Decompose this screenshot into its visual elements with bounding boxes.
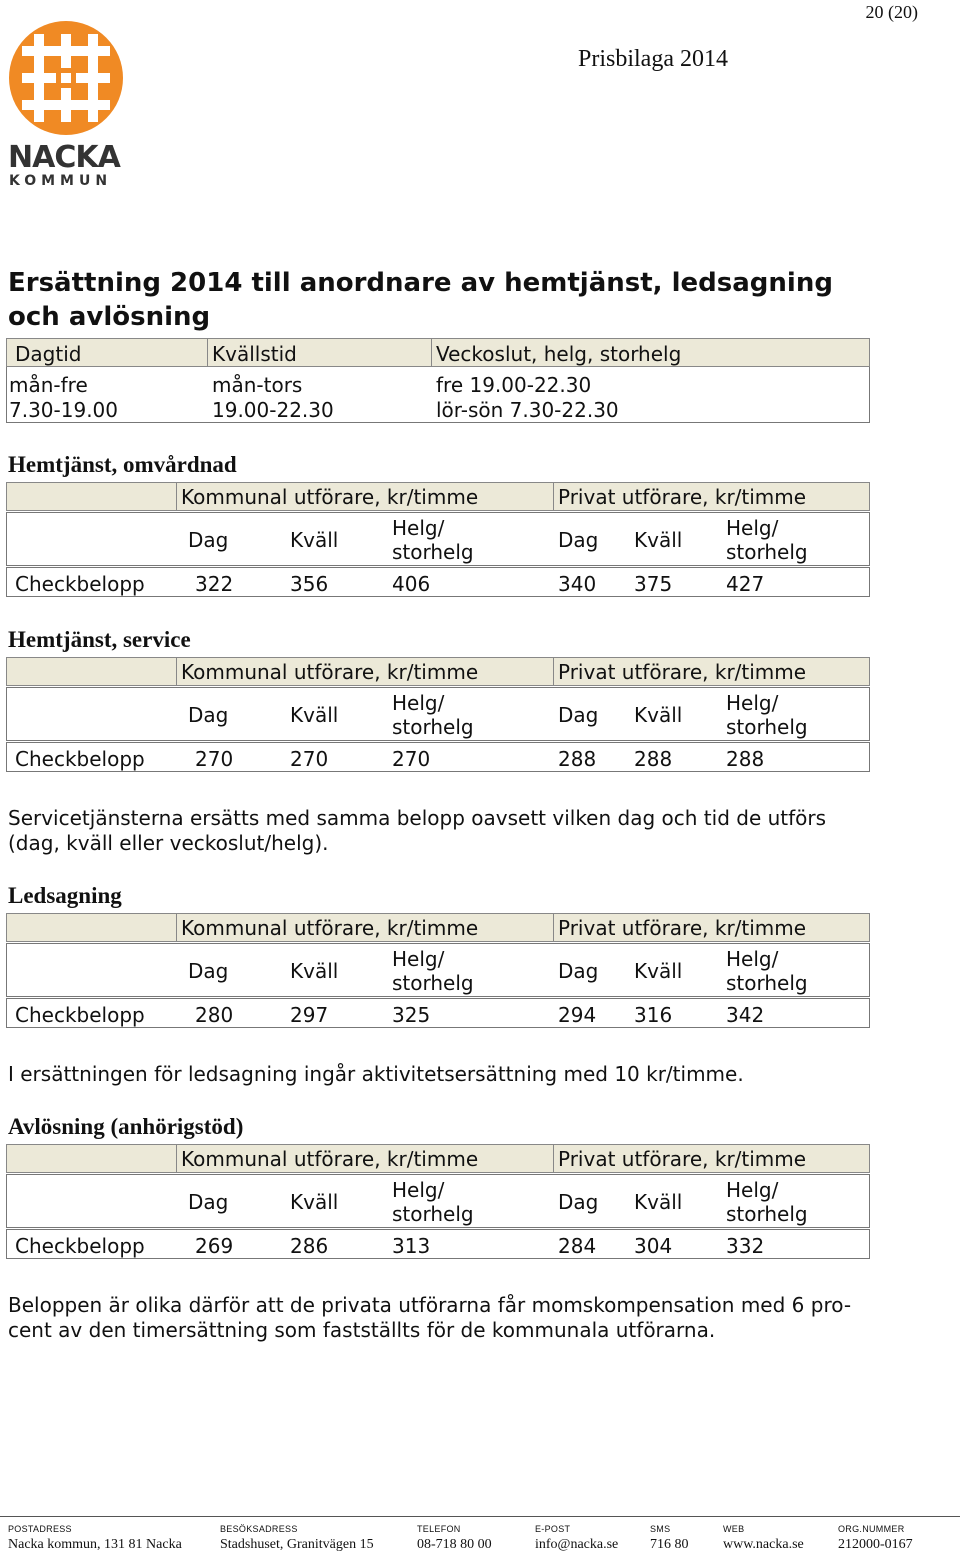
kommunal-header: Kommunal utförare, kr/timme bbox=[181, 485, 479, 509]
rate-value: 325 bbox=[392, 1003, 431, 1027]
rate-value: 270 bbox=[392, 747, 431, 771]
col-dag: Dag bbox=[188, 703, 229, 727]
section-title: Hemtjänst, service bbox=[8, 627, 191, 652]
col-helg: Helg/ bbox=[726, 516, 779, 540]
time-header-kvallstid: Kvällstid bbox=[212, 342, 297, 366]
col-helg: Helg/ bbox=[392, 1178, 445, 1202]
logo-text-kommun: KOMMUN bbox=[9, 173, 113, 189]
col-kvall: Kväll bbox=[290, 1190, 339, 1214]
rate-value: 297 bbox=[290, 1003, 329, 1027]
col-helg: Helg/ bbox=[726, 947, 779, 971]
time-cell: mån-fre bbox=[9, 373, 88, 397]
section-title: Hemtjänst, omvårdnad bbox=[8, 452, 237, 477]
time-cell: 19.00-22.30 bbox=[212, 398, 334, 422]
rate-value: 288 bbox=[634, 747, 673, 771]
col-kvall: Kväll bbox=[634, 703, 683, 727]
footer-label: BESÖKSADRESS bbox=[220, 1524, 298, 1534]
checkbelopp-label: Checkbelopp bbox=[15, 747, 145, 771]
footer-value: Nacka kommun, 131 81 Nacka bbox=[8, 1537, 182, 1552]
final-note-line: Beloppen är olika därför att de privata utförarna får momskompensation med 6 pro- bbox=[8, 1293, 852, 1317]
time-cell: fre 19.00-22.30 bbox=[436, 373, 592, 397]
col-storhelg: storhelg bbox=[392, 971, 474, 995]
checkbelopp-label: Checkbelopp bbox=[15, 1003, 145, 1027]
col-kvall: Kväll bbox=[290, 528, 339, 552]
col-storhelg: storhelg bbox=[726, 971, 808, 995]
section-title: Ledsagning bbox=[8, 883, 122, 908]
header-divider bbox=[553, 913, 554, 942]
rate-value: 270 bbox=[290, 747, 329, 771]
col-helg: Helg/ bbox=[392, 516, 445, 540]
rate-value: 270 bbox=[195, 747, 234, 771]
rate-value: 356 bbox=[290, 572, 329, 596]
col-storhelg: storhelg bbox=[726, 540, 808, 564]
rate-value: 288 bbox=[558, 747, 597, 771]
footer-value: info@nacka.se bbox=[535, 1537, 619, 1552]
service-note-line: (dag, kväll eller veckoslut/helg). bbox=[8, 831, 329, 855]
col-kvall: Kväll bbox=[634, 528, 683, 552]
header-divider bbox=[176, 1144, 177, 1173]
header-divider bbox=[176, 482, 177, 511]
rate-value: 340 bbox=[558, 572, 597, 596]
col-kvall: Kväll bbox=[634, 959, 683, 983]
header-divider bbox=[553, 657, 554, 686]
service-note bbox=[8, 806, 858, 856]
rate-value: 288 bbox=[726, 747, 765, 771]
kommunal-header: Kommunal utförare, kr/timme bbox=[181, 1147, 479, 1171]
document-label: Prisbilaga 2014 bbox=[578, 46, 728, 72]
col-dag: Dag bbox=[558, 528, 599, 552]
rate-value: 294 bbox=[558, 1003, 597, 1027]
col-helg: Helg/ bbox=[726, 691, 779, 715]
footer-value: 08-718 80 00 bbox=[417, 1537, 492, 1552]
rate-value: 427 bbox=[726, 572, 765, 596]
kommunal-header: Kommunal utförare, kr/timme bbox=[181, 916, 479, 940]
col-storhelg: storhelg bbox=[392, 715, 474, 739]
col-kvall: Kväll bbox=[290, 959, 339, 983]
service-note-line: Servicetjänsterna ersätts med samma belopp oavsett vilken dag och tid de utförs bbox=[8, 806, 827, 830]
col-dag: Dag bbox=[188, 528, 229, 552]
time-header-dagtid: Dagtid bbox=[15, 342, 82, 366]
footer-label: WEB bbox=[723, 1524, 745, 1534]
nacka-emblem-icon bbox=[8, 20, 130, 142]
logo-text-nacka: NACKA bbox=[8, 140, 120, 175]
privat-header: Privat utförare, kr/timme bbox=[558, 485, 807, 509]
time-header-veckoslut: Veckoslut, helg, storhelg bbox=[436, 342, 682, 366]
footer-value: www.nacka.se bbox=[723, 1537, 804, 1552]
footer-divider bbox=[0, 1516, 960, 1517]
header-divider bbox=[176, 657, 177, 686]
rate-value: 332 bbox=[726, 1234, 765, 1258]
footer-value: 212000-0167 bbox=[838, 1537, 913, 1552]
rate-value: 286 bbox=[290, 1234, 329, 1258]
rate-value: 322 bbox=[195, 572, 234, 596]
col-helg: Helg/ bbox=[392, 947, 445, 971]
rate-value: 280 bbox=[195, 1003, 234, 1027]
header-divider bbox=[207, 338, 208, 367]
footer-value: 716 80 bbox=[650, 1537, 689, 1552]
rate-value: 284 bbox=[558, 1234, 597, 1258]
time-cell: lör-sön 7.30-22.30 bbox=[436, 398, 619, 422]
page-title: Ersättning 2014 till anordnare av hemtjänst, ledsagning och avlösning bbox=[8, 268, 833, 332]
checkbelopp-label: Checkbelopp bbox=[15, 1234, 145, 1258]
page-number: 20 (20) bbox=[865, 2, 918, 22]
footer-value: Stadshuset, Granitvägen 15 bbox=[220, 1537, 374, 1552]
col-kvall: Kväll bbox=[634, 1190, 683, 1214]
col-dag: Dag bbox=[558, 1190, 599, 1214]
final-note bbox=[8, 1293, 858, 1343]
footer-label: SMS bbox=[650, 1524, 671, 1534]
rate-value: 316 bbox=[634, 1003, 673, 1027]
col-helg: Helg/ bbox=[392, 691, 445, 715]
col-storhelg: storhelg bbox=[726, 1202, 808, 1226]
privat-header: Privat utförare, kr/timme bbox=[558, 1147, 807, 1171]
nacka-logo bbox=[8, 20, 130, 190]
col-dag: Dag bbox=[188, 959, 229, 983]
header-divider bbox=[431, 338, 432, 367]
col-dag: Dag bbox=[188, 1190, 229, 1214]
footer-label: ORG.NUMMER bbox=[838, 1524, 905, 1534]
final-note-line: cent av den timersättning som fastställts för de kommunala utförarna. bbox=[8, 1318, 716, 1342]
col-storhelg: storhelg bbox=[392, 540, 474, 564]
rate-value: 269 bbox=[195, 1234, 234, 1258]
time-cell: 7.30-19.00 bbox=[9, 398, 119, 422]
header-divider bbox=[553, 1144, 554, 1173]
col-dag: Dag bbox=[558, 703, 599, 727]
privat-header: Privat utförare, kr/timme bbox=[558, 660, 807, 684]
col-kvall: Kväll bbox=[290, 703, 339, 727]
footer-label: POSTADRESS bbox=[8, 1524, 72, 1534]
header-divider bbox=[553, 482, 554, 511]
section-title: Avlösning (anhörigstöd) bbox=[8, 1114, 244, 1139]
rate-value: 406 bbox=[392, 572, 431, 596]
footer-label: E-POST bbox=[535, 1524, 571, 1534]
kommunal-header: Kommunal utförare, kr/timme bbox=[181, 660, 479, 684]
checkbelopp-label: Checkbelopp bbox=[15, 572, 145, 596]
header-divider bbox=[176, 913, 177, 942]
rate-value: 342 bbox=[726, 1003, 765, 1027]
ledsagning-note: I ersättningen för ledsagning ingår aktivitetsersättning med 10 kr/timme. bbox=[8, 1062, 744, 1086]
col-helg: Helg/ bbox=[726, 1178, 779, 1202]
rate-value: 375 bbox=[634, 572, 673, 596]
time-cell: mån-tors bbox=[212, 373, 303, 397]
privat-header: Privat utförare, kr/timme bbox=[558, 916, 807, 940]
footer-label: TELEFON bbox=[417, 1524, 461, 1534]
rate-value: 304 bbox=[634, 1234, 673, 1258]
col-storhelg: storhelg bbox=[726, 715, 808, 739]
rate-value: 313 bbox=[392, 1234, 431, 1258]
col-dag: Dag bbox=[558, 959, 599, 983]
col-storhelg: storhelg bbox=[392, 1202, 474, 1226]
